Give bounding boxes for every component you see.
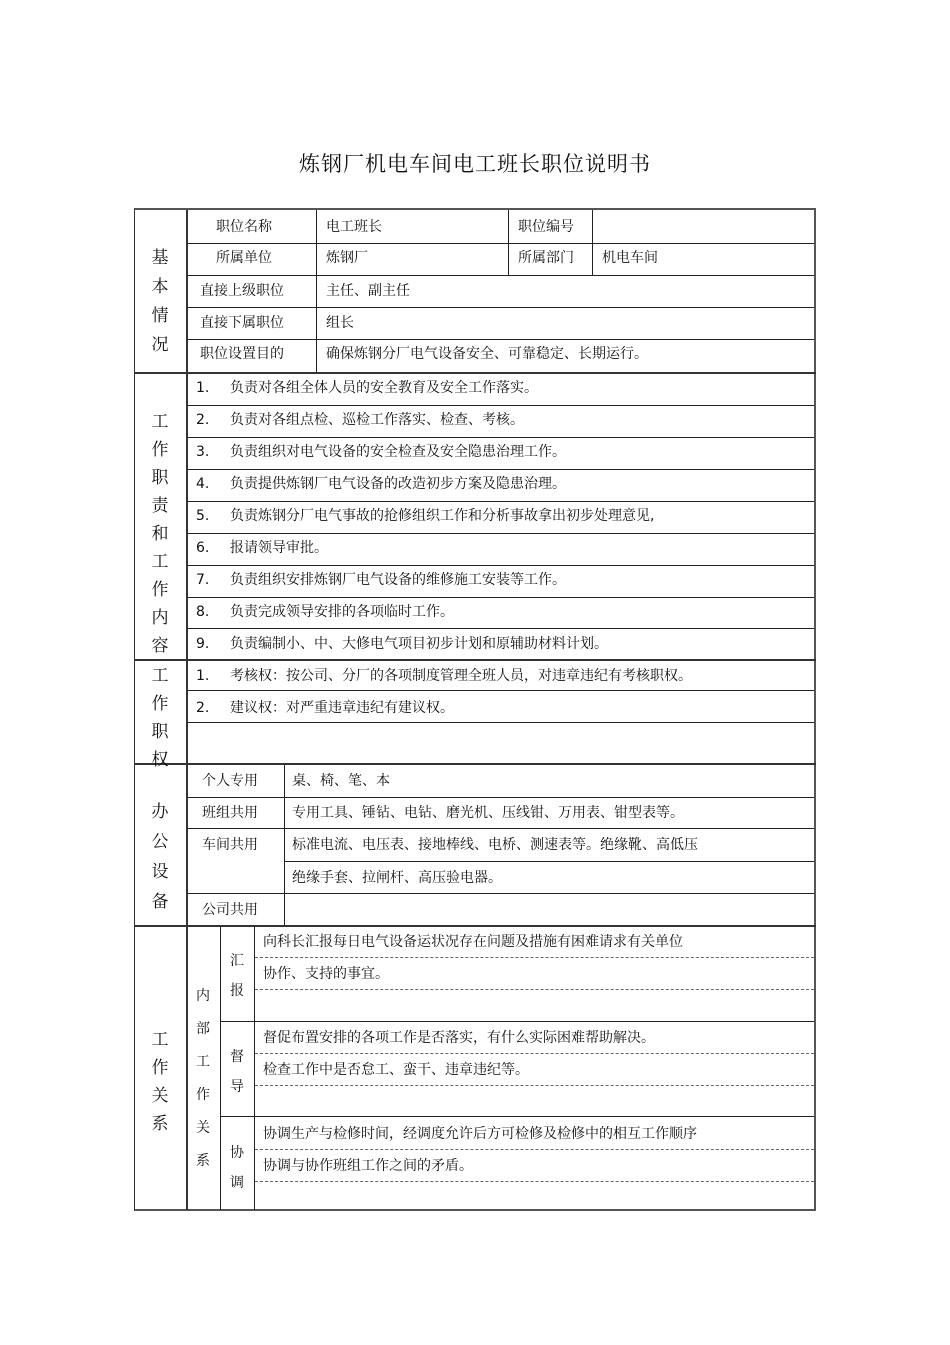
power-item: 1. 考核权：按公司、分厂的各项制度管理全班人员，对违章违纪有考核职权。: [196, 668, 692, 684]
workshop-label: 车间共用: [202, 837, 258, 853]
personal-value: 桌、椅、笔、本: [292, 773, 390, 789]
power-item: 2. 建议权：对严重违章违纪有建议权。: [196, 700, 454, 716]
subordinate-label: 直接下属职位: [200, 315, 284, 331]
duty-item: 1. 负责对各组全体人员的安全教育及安全工作落实。: [196, 380, 538, 396]
company-label: 公司共用: [202, 902, 258, 918]
row-line: [188, 893, 814, 894]
job-name-label: 职位名称: [216, 219, 272, 235]
section-divider: [134, 763, 816, 765]
row-line: [188, 722, 814, 723]
coordinate-text-line1: 协调生产与检修时间，经调度允许后方可检修及检修中的相互工作顺序: [263, 1126, 697, 1142]
team-label: 班组共用: [202, 805, 258, 821]
personal-label: 个人专用: [202, 773, 258, 789]
report-text-line2: 协作、支持的事宜。: [263, 966, 389, 982]
col-line: [592, 210, 593, 275]
duty-item: 2. 负责对各组点检、巡检工作落实、检查、考核。: [196, 412, 524, 428]
row-line: [188, 501, 814, 502]
workshop-value-line1: 标准电流、电压表、接地棒线、电桥、测速表等。绝缘靴、高低压: [292, 837, 698, 853]
duty-item: 9. 负责编制小、中、大修电气项目初步计划和原辅助材料计划。: [196, 636, 608, 652]
row-line: [188, 828, 814, 829]
row-line: [188, 533, 814, 534]
section-label-powers: 工 作 职 权: [151, 666, 169, 770]
row-line: [188, 597, 814, 598]
row-line: [188, 405, 814, 406]
dept-value: 机电车间: [602, 250, 658, 266]
row-line: [188, 275, 814, 276]
purpose-value: 确保炼钢分厂电气设备安全、可靠稳定、长期运行。: [326, 346, 648, 362]
row-line: [188, 797, 814, 798]
row-line: [188, 469, 814, 470]
team-value: 专用工具、锤钻、电钻、磨光机、压线钳、万用表、钳型表等。: [292, 805, 684, 821]
section-divider: [134, 372, 816, 374]
subordinate-value: 组长: [326, 315, 354, 331]
row-line: [188, 339, 814, 340]
section-label-basic: 基 本 情 况: [151, 248, 169, 355]
section-label-relations: 工 作 关 系: [151, 1030, 169, 1134]
col-line: [254, 927, 255, 1210]
supervise-label: 督 导: [230, 1049, 244, 1095]
superior-value: 主任、副主任: [326, 283, 410, 299]
dashed-line: [255, 957, 814, 958]
duty-item: 8. 负责完成领导安排的各项临时工作。: [196, 604, 454, 620]
duty-item: 7. 负责组织安排炼钢厂电气设备的维修施工安装等工作。: [196, 572, 566, 588]
purpose-label: 职位设置目的: [200, 346, 284, 362]
section-column-divider: [186, 210, 188, 1210]
row-line: [188, 628, 814, 629]
supervise-text-line2: 检查工作中是否怠工、蛮干、违章违纪等。: [263, 1062, 529, 1078]
coordinate-text-line2: 协调与协作班组工作之间的矛盾。: [263, 1158, 473, 1174]
dashed-line: [255, 1053, 814, 1054]
duty-item: 5. 负责炼钢分厂电气事故的抢修组织工作和分析事故拿出初步处理意见,: [196, 508, 655, 524]
unit-label: 所属单位: [216, 250, 272, 266]
duty-item: 3. 负责组织对电气设备的安全检查及安全隐患治理工作。: [196, 444, 566, 460]
dashed-line: [255, 1181, 814, 1182]
section-divider: [134, 659, 816, 661]
row-line: [188, 437, 814, 438]
report-text-line1: 向科长汇报每日电气设备运状况存在问题及措施有困难请求有关单位: [263, 934, 683, 950]
dashed-line: [255, 989, 814, 990]
section-label-duties: 工 作 职 责 和 工 作 内 容: [151, 412, 169, 656]
document-title: 炼钢厂机电车间电工班长职位说明书: [299, 152, 651, 176]
job-no-label: 职位编号: [518, 219, 574, 235]
section-divider: [134, 925, 816, 927]
row-line: [221, 1021, 814, 1022]
dashed-line: [255, 1149, 814, 1150]
dashed-line: [255, 1085, 814, 1086]
row-line: [188, 565, 814, 566]
coordinate-label: 协 调: [230, 1145, 244, 1191]
superior-label: 直接上级职位: [200, 283, 284, 299]
dept-label: 所属部门: [518, 250, 574, 266]
duty-item: 4. 负责提供炼钢厂电气设备的改造初步方案及隐患治理。: [196, 476, 566, 492]
duty-item: 6. 报请领导审批。: [196, 540, 328, 556]
section-label-equipment: 办 公 设 备: [151, 802, 169, 912]
report-label: 汇 报: [230, 953, 244, 999]
internal-relations-label: 内 部 工 作 关 系: [196, 988, 210, 1169]
job-name-value: 电工班长: [326, 219, 382, 235]
row-line: [221, 1116, 814, 1117]
unit-value: 炼钢厂: [326, 250, 368, 266]
supervise-text-line1: 督促布置安排的各项工作是否落实，有什么实际困难帮助解决。: [263, 1030, 655, 1046]
workshop-value-line2: 绝缘手套、拉闸杆、高压验电器。: [292, 870, 502, 886]
row-line: [284, 861, 814, 862]
col-line: [284, 765, 285, 925]
row-line: [188, 690, 814, 691]
row-line: [188, 307, 814, 308]
col-line: [508, 210, 509, 275]
row-line: [188, 243, 814, 244]
col-line: [316, 210, 317, 373]
col-line: [220, 927, 221, 1210]
